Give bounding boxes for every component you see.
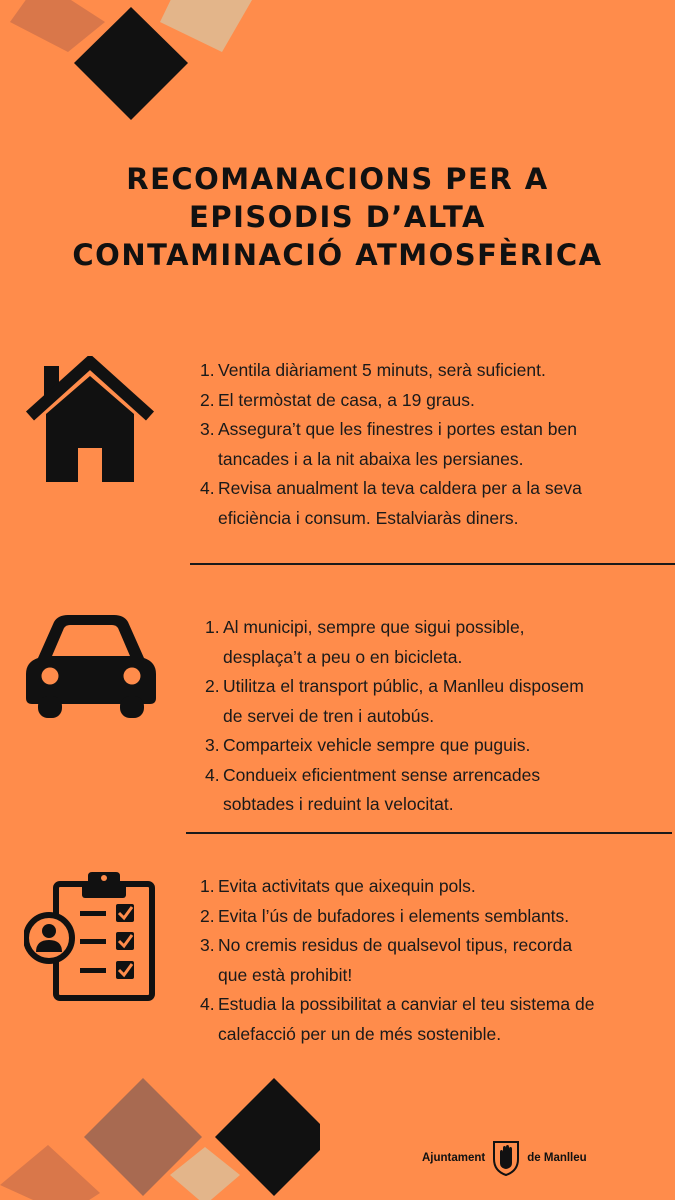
list-item: 3. Comparteix vehicle sempre que puguis.: [205, 735, 531, 755]
list-item: 2. Utilitza el transport públic, a Manlleu disposem de servei de tren i autobús.: [205, 676, 584, 726]
section-divider-2: [186, 832, 672, 834]
car-icon: [24, 612, 158, 720]
list-item: 4. Condueix eficientment sense arrencades sobtades i reduint la velocitat.: [205, 764, 541, 814]
title-line-2: EPISODIS D’ALTA: [189, 200, 486, 234]
top-decoration: [0, 0, 675, 130]
list-item: 4. Estudia la possibilitat a canviar el teu sistema de calefacció per un de més sostenible.: [200, 994, 595, 1044]
section-divider-1: [190, 563, 675, 565]
logo-right-text: de Manlleu: [527, 1152, 587, 1164]
title-line-3: CONTAMINACIÓ ATMOSFÈRICA: [72, 238, 603, 272]
list-item: 3. No cremis residus de qualsevol tipus, recorda que està prohibit!: [200, 935, 573, 985]
clipboard-checklist-icon: [24, 870, 158, 1004]
page-title: [0, 160, 675, 274]
house-icon: [24, 356, 156, 486]
list-item: 3. Assegura’t que les finestres i portes estan ben tancades i a la nit abaixa les persianes.: [200, 419, 577, 469]
list-item: 4. Revisa anualment la teva caldera per a la seva eficiència i consum. Estalviaràs diners.: [200, 478, 582, 528]
transport-recommendations-list: [205, 613, 584, 820]
title-line-1: RECOMANACIONS PER A: [126, 162, 549, 196]
deco-diamond-deep-orange: [0, 1145, 100, 1200]
activities-recommendations-list: [200, 872, 594, 1049]
bottom-decoration: [0, 1075, 320, 1200]
home-recommendations-list: [200, 356, 582, 533]
hand-shield-icon: [491, 1139, 521, 1177]
list-item: 1. Al municipi, sempre que sigui possible, desplaça’t a peu o en bicicleta.: [205, 617, 525, 667]
list-item: 1. Evita activitats que aixequin pols.: [200, 876, 476, 896]
deco-diamond-tan: [160, 0, 252, 52]
list-item: 1. Ventila diàriament 5 minuts, serà suficient.: [200, 360, 546, 380]
list-item: 2. Evita l’ús de bufadores i elements semblants.: [200, 905, 570, 926]
deco-diamond-deep-orange: [10, 0, 105, 52]
logo-left-text: Ajuntament: [422, 1152, 486, 1164]
list-item: 2. El termòstat de casa, a 19 graus.: [200, 389, 475, 410]
ajuntament-logo: [422, 1136, 587, 1180]
